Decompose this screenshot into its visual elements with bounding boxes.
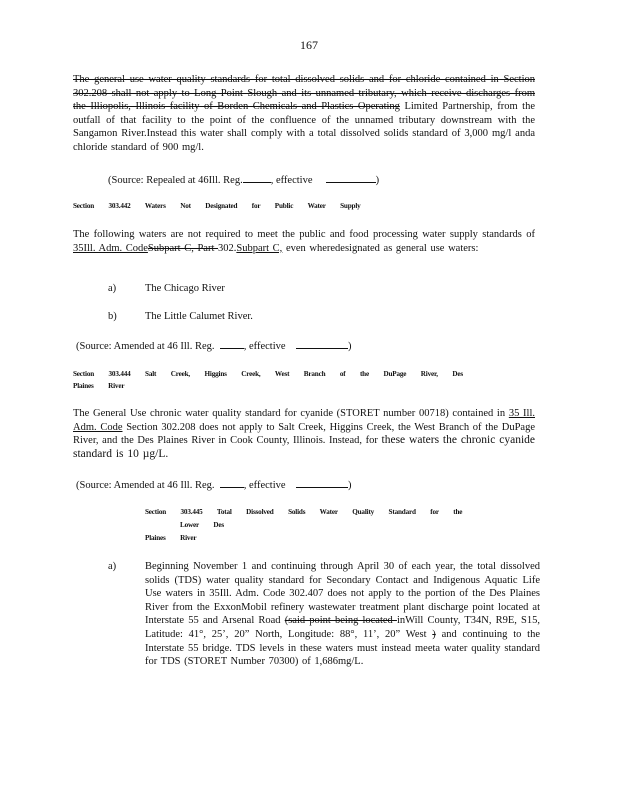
blank-line xyxy=(220,338,244,349)
list-label-a-tds: a) xyxy=(108,561,117,572)
page-number: 167 xyxy=(300,38,318,52)
source-note-amended-1: (Source: Amended at 46 Ill. Reg. , effective ) xyxy=(76,338,352,353)
section-303-442-text: The following waters are not required to meet the public and food processing water supply standards of 35Ill. Adm. CodeSubpart C, Part 302.Subpart C, even wheredesignated as general use waters: xyxy=(73,229,535,254)
blank-line xyxy=(296,477,348,488)
section-heading-303-442: Section 303.442 Waters Not Designated for Public Water Supply xyxy=(73,201,361,210)
section-heading-303-445-cont: Lower Des xyxy=(180,520,224,529)
section-heading-303-445: Section 303.445 Total Dissolved Solids Water Quality Standard for the xyxy=(145,507,463,516)
section-303-445-text: Beginning November 1 and continuing through April 30 of each year, the total dissolved solids (TDS) water quality standard for Secondary Contact and Indigenous Aquatic Life Use waters in 35Ill. Adm. Code 302.407 does not apply to the portion of the Des Plaines River from the ExxonMobil refinery wastewater treatment plant discharge point located at Interstate 55 and Arsenal Road (said point being located inWill County, T34N, R9E, S15, Latitude: 41°, 25’, 20” North, Longitude: 88°, 11’, 20” West ) and continuing to the Interstate 55 bridge. TDS levels in these waters must instead meeta water quality standard for TDS (STORET Number 70300) of 1,686mg/L. xyxy=(145,561,540,668)
list-label-b: b) xyxy=(108,311,117,322)
section-heading-303-444-cont: Plaines River xyxy=(73,381,125,390)
blank-line xyxy=(296,338,348,349)
source-note-amended-2: (Source: Amended at 46 Ill. Reg. , effective ) xyxy=(76,477,352,492)
blank-line xyxy=(326,172,376,183)
list-item-little-calumet-river: The Little Calumet River. xyxy=(145,311,253,322)
struck-text: The general use water quality standards for total dissolved solids and for chloride contained in Section 302.208 shall not apply to Long Point Slough and its unnamed tributary, which receive discharges from the Illiopolis, Illinois facility of Borden Chemicals and Plastics Operating xyxy=(73,74,535,113)
repealed-paragraph xyxy=(73,73,535,155)
source-note-repealed: (Source: Repealed at 46Ill. Reg. , effective ) xyxy=(108,172,379,187)
section-heading-303-445-cont2: Plaines River xyxy=(145,533,197,542)
paragraph-text: Limited Partnership, from the outfall of that facility to the point of the confluence of the unnamed tributary downstream with the Sangamon River.Instead this water shall comply with a total dissolved solids standard of 3,000 mg/l anda chloride standard of 900 mg/l. xyxy=(73,101,535,153)
section-303-444-text: The General Use chronic water quality standard for cyanide (STORET number 00718) contained in 35 Ill. Adm. Code Section 302.208 does not apply to Salt Creek, Higgins Creek, the West Branch of the DuPage River, and the Des Plaines River in Cook County, Illinois. Instead, for these waters the chronic cyanide standard is 10 µg/L. xyxy=(73,408,535,460)
list-item-chicago-river: The Chicago River xyxy=(145,283,225,294)
list-label-a: a) xyxy=(108,283,117,294)
blank-line xyxy=(220,477,244,488)
blank-line xyxy=(243,172,271,183)
section-heading-303-444: Section 303.444 Salt Creek, Higgins Creek, West Branch of the DuPage River, Des xyxy=(73,369,464,378)
